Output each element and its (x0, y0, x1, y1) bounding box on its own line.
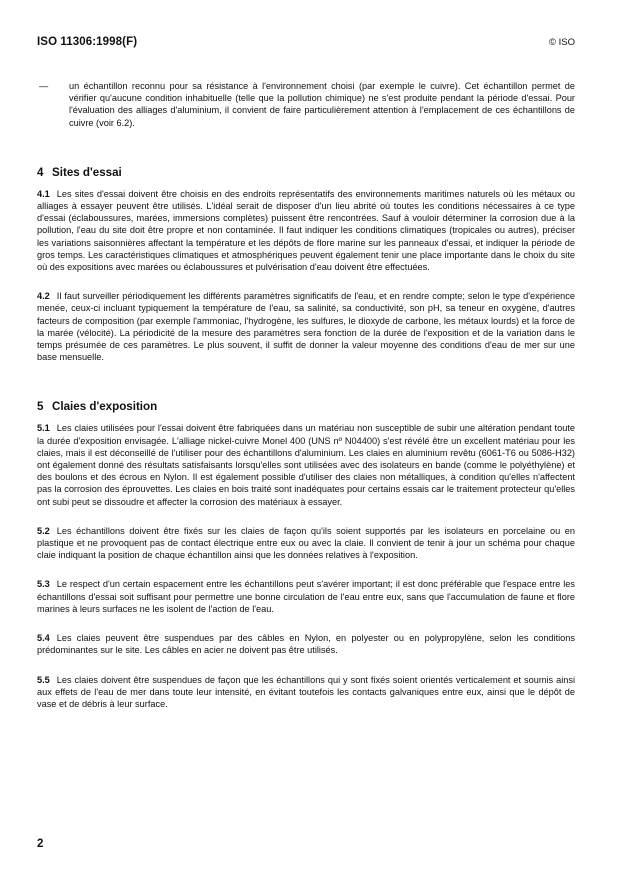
paragraph-number: 4.2 (37, 291, 50, 302)
paragraph-5-1 (37, 422, 575, 507)
section-title: Sites d'essai (52, 165, 122, 179)
section-number: 4 (37, 165, 44, 179)
paragraph-text: Les claies peuvent être suspendues par des câbles en Nylon, en polyester ou en polypropylène, selon les conditions prédominantes sur le site. Les câbles en acier ne doivent pas être utilisés. (37, 633, 575, 656)
list-dash: — (39, 81, 49, 91)
paragraph-5-5 (37, 674, 575, 711)
paragraph-text: Le respect d'un certain espacement entre les échantillons peut s'avérer important; il est donc préférable que l'espace entre les échantillons d'essai soit suffisant pour permettre une bonne circulation de l'eau entre eux, sans que l'accumulation de faune et flore marines à leurs surfaces ne les isolent de l'action de l'eau. (37, 579, 575, 614)
page-number: 2 (37, 838, 44, 850)
section-title: Claies d'exposition (52, 400, 158, 414)
section-5-heading (37, 400, 575, 414)
paragraph-text: Les échantillons doivent être fixés sur les claies de façon qu'ils soient supportés par les isolateurs en porcelaine ou en plastique et ne provoquent pas de contact électrique entre eux ou avec la claie. Il convient de tenir à jour un schéma pour chaque claie indiquant la position de chaque échantillon ainsi que les données relatives à l'exposition. (37, 525, 575, 561)
paragraph-5-4 (37, 632, 575, 656)
document-body (37, 80, 575, 710)
paragraph-text: Il faut surveiller périodiquement les différents paramètres significatifs de l'eau, et en rendre compte; selon le type d'expérience menée, ceux-ci incluant typiquement la température de l'eau, sa salinité, sa conductivité, son pH, sa teneur en oxygène, d'autres facteurs de composition (par exemple l'ammoniac, l'hydrogène, les sulfures, le dioxyde de carbone, les métaux lourds) et la force de la marée (vélocité). La périodicité de la mesure des paramètres sera fonction de la durée de l'exposition et de la variation dans le temps présumée de ces paramètres. Le plus souvent, il suffit de donner la valeur moyenne des conditions d'eau de mer sur une base mensuelle. (37, 291, 575, 363)
paragraph-number: 5.5 (37, 674, 50, 685)
paragraph-5-2 (37, 525, 575, 562)
paragraph-number: 5.1 (37, 423, 50, 434)
paragraph-number: 5.2 (37, 525, 50, 536)
intro-list-item (37, 80, 575, 129)
list-item-text: un échantillon reconnu pour sa résistance à l'environnement choisi (par exemple le cuivre). Cet échantillon permet de vérifier qu'aucune condition inhabituelle (telle que la pollution chimique) ne s'est produite pendant la période d'essai. Pour l'évaluation des alliages d'aluminium, il convient de faire particulièrement attention à l'emplacement de ces échantillons de cuivre (voir 6.2). (69, 81, 575, 128)
paragraph-4-1 (37, 188, 575, 273)
standard-reference: ISO 11306:1998(F) (37, 36, 138, 48)
paragraph-text: Les claies doivent être suspendues de façon que les échantillons qui y sont fixés soient orientés verticalement et soumis ainsi aux effets de l'eau de mer dans toute leur intensité, en évitant toutefois les contacts galvaniques entre eux, ainsi que le dépôt de vase et de débris à leur surface. (37, 674, 575, 709)
section-number: 5 (37, 400, 44, 414)
paragraph-number: 5.3 (37, 579, 50, 590)
paragraph-number: 5.4 (37, 633, 50, 644)
paragraph-number: 4.1 (37, 188, 50, 199)
section-4-heading (37, 166, 575, 180)
paragraph-text: Les claies utilisées pour l'essai doivent être fabriquées dans un matériau non susceptible de subir une altération pendant toute la durée d'exposition envisagée. L'alliage nickel-cuivre Monel 400 (UNS nº N04400) s'est révélé être un excellent matériau pour les claies, mais il est déconseillé de l'utiliser pour des échantillons d'aluminium. Les claies en aluminium revêtu (6061-T6 ou 5086-H32) ont également donné des résultats satisfaisants lorsqu'elles sont utilisées avec des isolateurs en bande (comme le polyéthylène) et des boulons et des écrous en Nylon. Il est également possible d'utiliser des claies non métalliques, à condition qu'elles n'affectent pas la corrosion des éprouvettes. Les claies en bois traité sont inadéquates pour certains essais car le traitement protecteur qu'elles ont subi peut se dissoudre et affecter la corrosion des matériaux à essayer. (37, 423, 575, 507)
copyright-notice: © ISO (548, 37, 575, 48)
paragraph-5-3 (37, 578, 575, 615)
paragraph-text: Les sites d'essai doivent être choisis en des endroits représentatifs des environnements maritimes naturels où les métaux ou alliages à essayer peuvent être utilisés. L'idéal serait de disposer d'un lieu abrité où toutes les conditions nécessaires à ce type d'essai (éclaboussures, marées, immersions complètes) puissent être rencontrées. Sauf à vouloir déterminer la corrosion due à la pollution, l'eau du site doit être propre et non contaminée. Il faut indiquer les conditions climatiques (tropicales ou autres), préciser les variations saisonnières affectant la température et les dépôts de flore marine sur les panneaux d'essai, et indiquer la période de gros temps. Les caractéristiques climatiques et atmosphériques peuvent également tenir une place importante dans le choix du site où des expositions avec marées ou éclaboussures et pulvérisation d'eau doivent être effectuées. (37, 188, 575, 273)
paragraph-4-2 (37, 290, 575, 363)
